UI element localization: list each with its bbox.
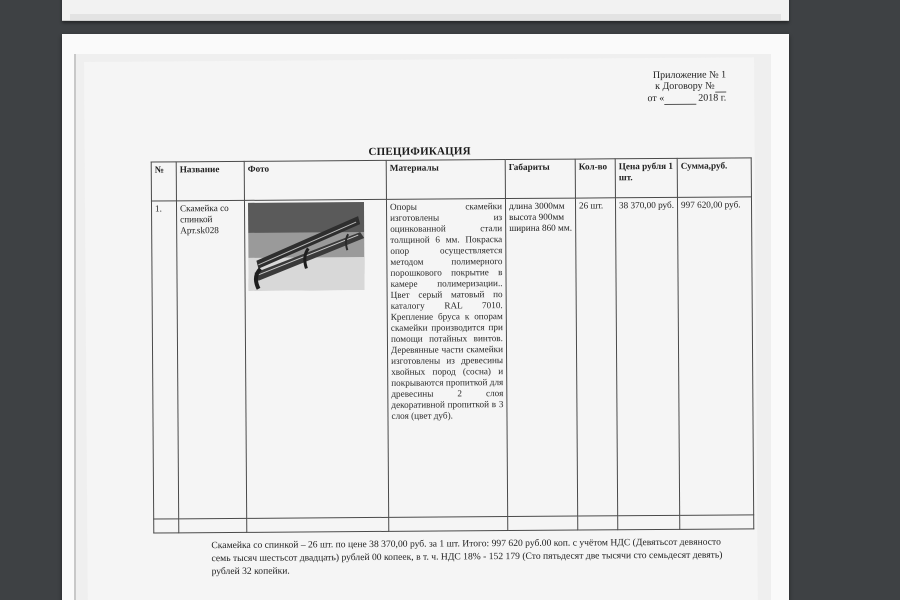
header-num: № <box>151 162 176 201</box>
handwritten-number <box>715 81 727 93</box>
cell-sum: 997 620,00 руб. <box>677 197 753 516</box>
specification-title: СПЕЦИФИКАЦИЯ <box>368 145 471 159</box>
cell-price: 38 370,00 руб. <box>615 197 679 515</box>
scanned-sheet <box>74 54 771 600</box>
table-row <box>151 197 753 519</box>
previous-page <box>62 0 789 21</box>
header-sum: Сумма,руб. <box>677 158 751 198</box>
cell-num: 1. <box>151 201 178 519</box>
specification-table <box>151 157 755 533</box>
cell-photo <box>244 199 388 518</box>
cell-dimensions <box>505 198 577 516</box>
summary-text: Скамейка со спинкой – 26 шт. по цене 38 370,00 руб. за 1 шт. Итого: 997 620 руб.00 коп. с учётом НДС (Девятьсот девяносто семь тысяч шестьсот двадцать) рублей 00 копеек, в т. ч. НДС 18% - 152 179 (Сто пятьдесят две тысячи сто семьдесят девять) рублей 32 копейки. <box>211 536 723 578</box>
header-qty: Кол-во <box>575 159 615 198</box>
table-header-row <box>151 158 751 201</box>
header-materials: Материалы <box>386 160 505 200</box>
dimension-width: ширина 860 мм. <box>509 222 572 234</box>
cell-qty: 26 шт. <box>575 198 617 516</box>
header-name: Название <box>176 161 244 200</box>
bench-photo <box>248 202 365 291</box>
table-empty-row <box>154 515 754 533</box>
cell-materials: Опоры скамейки изготовлены из оцинкованной стали толщиной 6 мм. Покраска опор осуществляется методом полимерного порошкового покрытие в камере полимеризации.. Цвет серый матовый по каталогу RAL 7010. Крепление бруса к опорам скамейки производится при помощи потайных винтов. Деревянные части скамейки изготовлены из древесины хвойных пород (сосна) и покрываются пропиткой для древесины 2 слоя декоративной пропиткой в 3 слоя (цвет дуб). <box>386 199 507 518</box>
appendix-date-prefix: от « <box>647 92 665 105</box>
handwritten-date <box>664 93 696 105</box>
cell-name: Скамейка со спинкой Арт.sk028 <box>176 200 246 518</box>
appendix-header <box>647 70 726 106</box>
dimension-height: высота 900мм <box>509 211 565 223</box>
header-photo: Фото <box>244 160 386 200</box>
appendix-line-3 <box>647 93 726 106</box>
appendix-line-2 <box>647 81 726 94</box>
appendix-contract-label: к Договору № <box>655 80 715 93</box>
scanned-content <box>84 57 758 600</box>
appendix-line-1: Приложение № 1 <box>652 69 727 82</box>
header-dimensions: Габариты <box>505 159 575 198</box>
header-price: Цена рубля 1 шт. <box>615 158 677 197</box>
current-page <box>62 34 789 600</box>
dimension-length: длина 3000мм <box>508 200 565 212</box>
appendix-date-suffix: 2018 г. <box>698 92 727 104</box>
bench-image <box>248 202 365 291</box>
